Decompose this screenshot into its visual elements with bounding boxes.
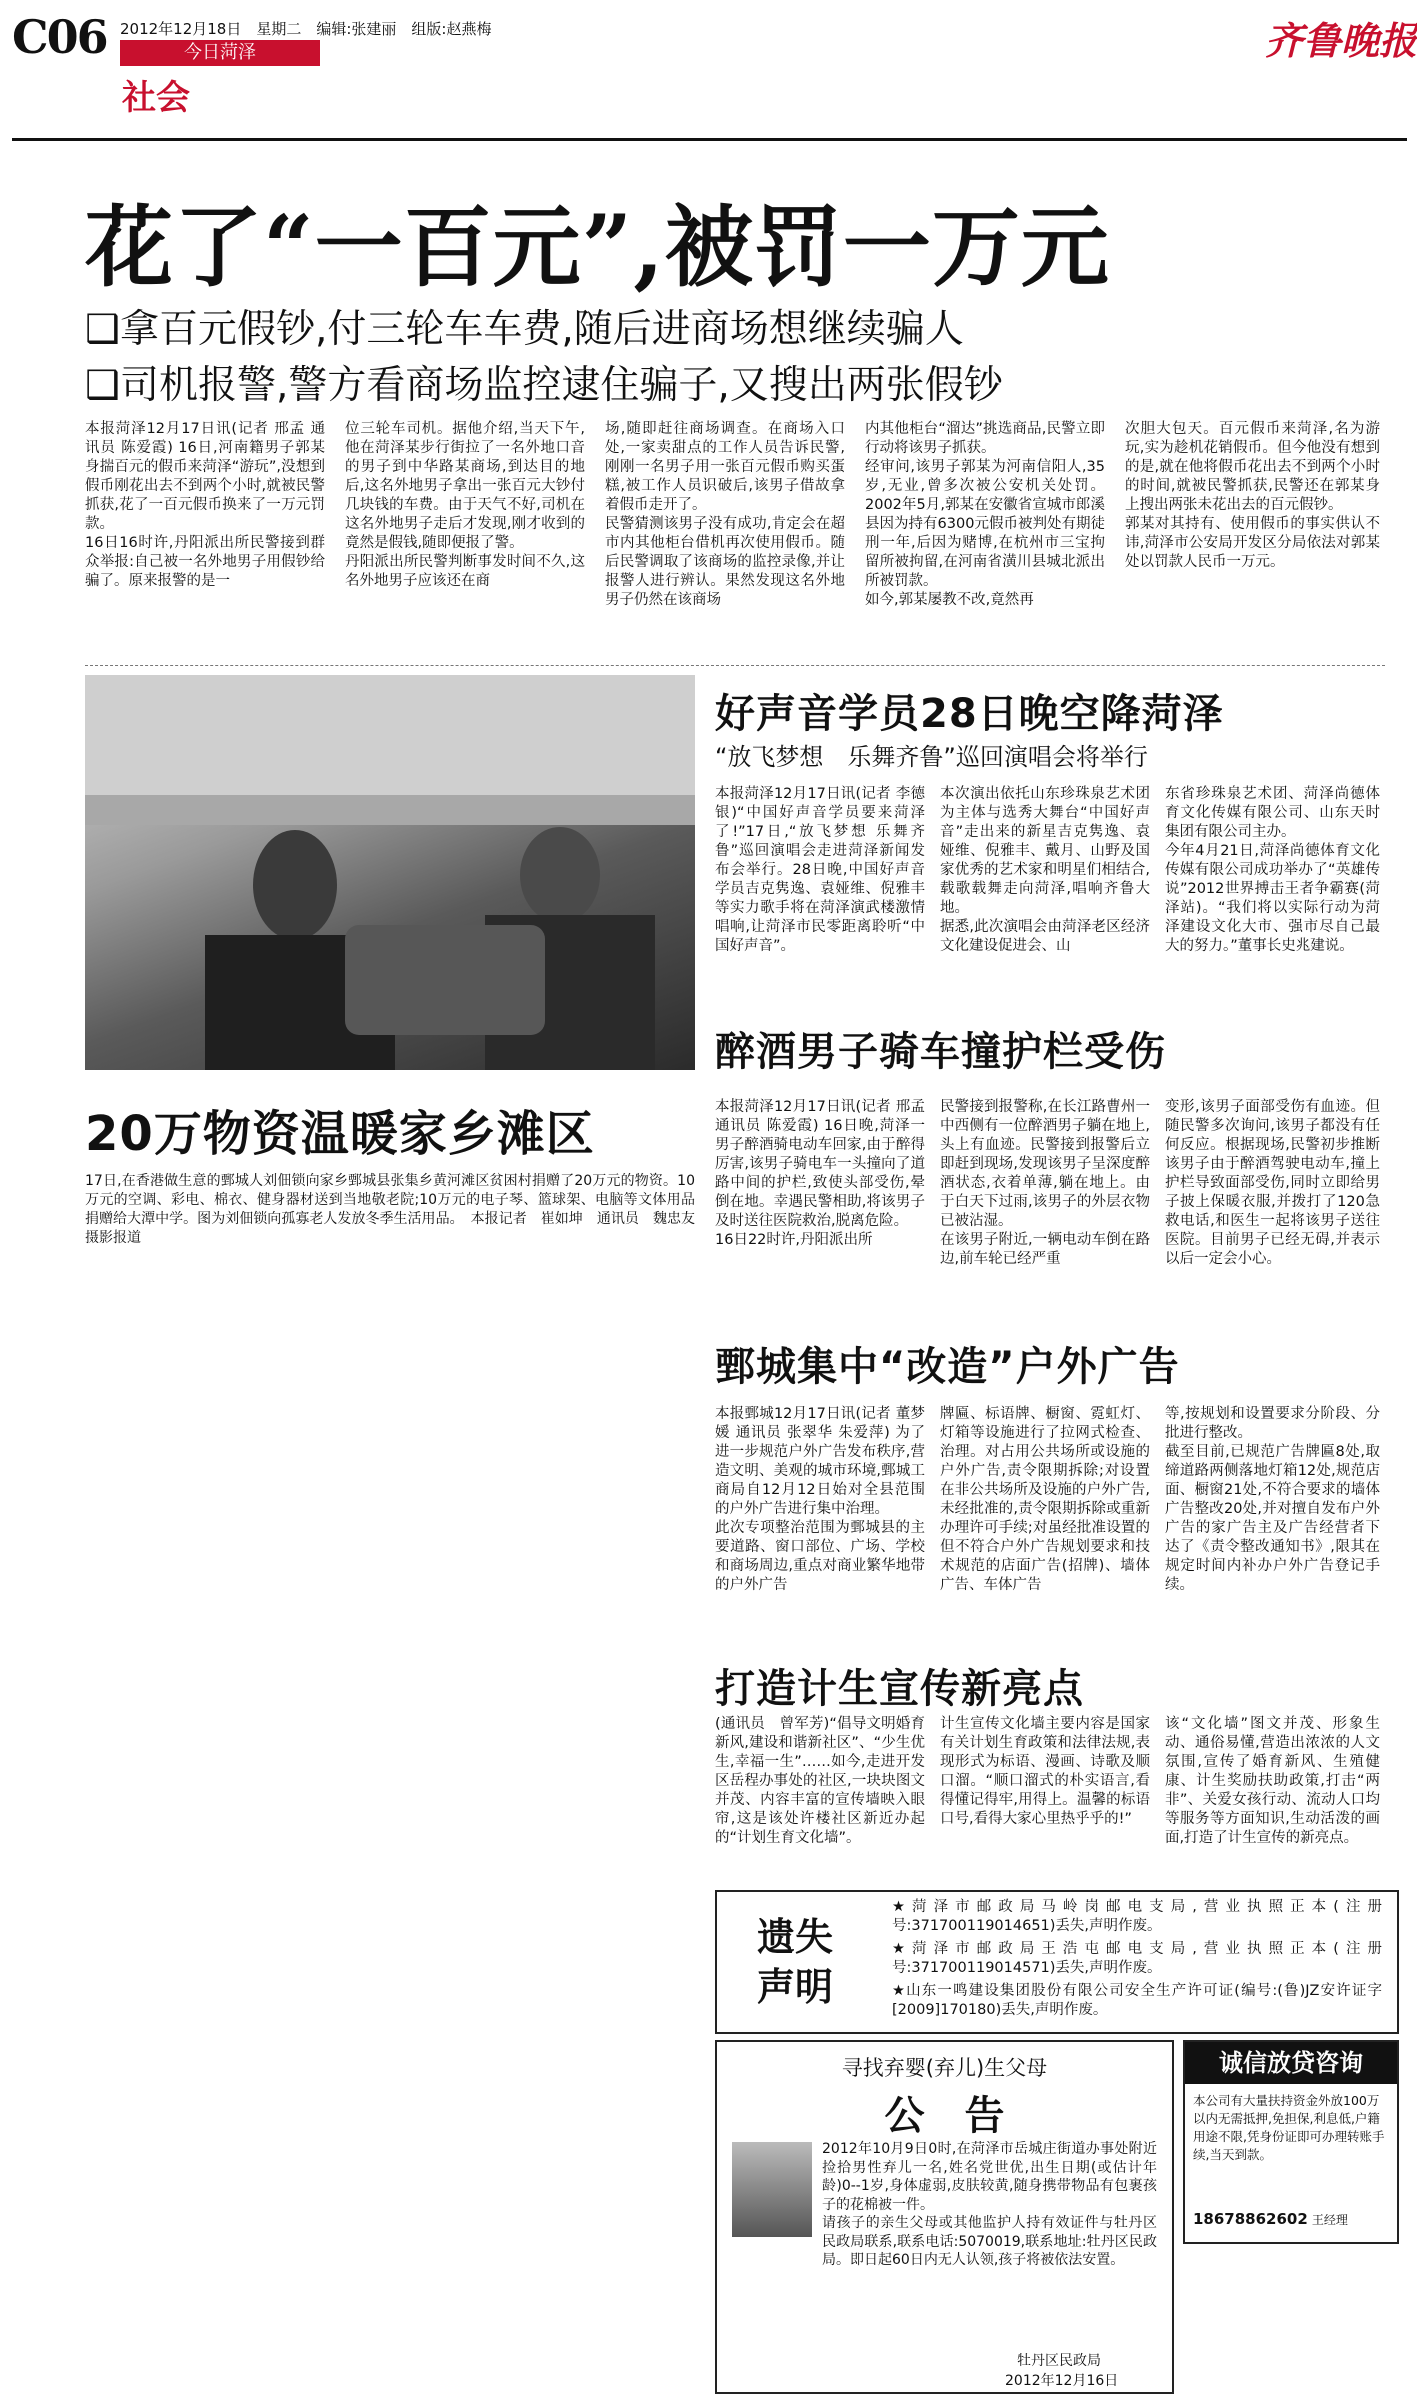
story5-column-2: 计生宣传文化墙主要内容是国家有关计划生育政策和法律法规,表现形式为标语、漫画、诗歌及顺口溜。“顺口溜式的朴实语言,看得懂记得牢,用得上。温馨的标语口号,看得大家心里热乎乎的!” bbox=[940, 1716, 1150, 1827]
lead-subhead-1: ❑拿百元假钞,付三轮车车费,随后进商场想继续骗人 bbox=[85, 307, 964, 352]
date-line: 2012年12月18日 星期二 编辑:张建丽 组版:赵燕梅 bbox=[120, 20, 492, 38]
lead-column-5: 次胆大包天。百元假币来菏泽,名为游玩,实为趁机花销假币。但今他没有想到的是,就在他将假币花出去不到两个小时的时间,就被民警抓获,民警还在郭某身上搜出两张未花出去的百元假钞。 郭某对其持有、使用假币的事实供认不讳,菏泽市公安局开发区分局依法对郭某处以罚款人民币一万元。 bbox=[1125, 421, 1380, 570]
story4-headline: 鄄城集中“改造”户外广告 bbox=[715, 1344, 1180, 1390]
story3-column-1: 本报菏泽12月17日讯(记者 邢孟 通讯员 陈爱霞) 16日晚,菏泽一男子醉酒骑电动车回家,由于醉得厉害,该男子骑电车一头撞向了道路中间的护栏,致使头部受伤,晕倒在地。幸遇民警相助,将该男子及时送往医院救治,脱离危险。 16日22时许,丹阳派出所 bbox=[715, 1099, 925, 1248]
parent-notice-box bbox=[715, 2040, 1174, 2394]
loan-ad-box bbox=[1183, 2040, 1399, 2244]
page-number: C06 bbox=[12, 10, 107, 64]
story5-headline: 打造计生宣传新亮点 bbox=[715, 1666, 1084, 1712]
newspaper-logo: 齐鲁晚报 bbox=[1265, 18, 1417, 63]
parent-notice-issuer: 牡丹区民政局 bbox=[1017, 2353, 1101, 2369]
lead-column-3: 场,随即赶往商场调查。在商场入口处,一家卖甜点的工作人员告诉民警,刚刚一名男子用一张百元假币购买蛋糕,被工作人员识破后,该男子借故拿着假币走开了。 民警猜测该男子没有成功,肯定会在超市内其他柜台借机再次使用假币。随后民警调取了该商场的监控录像,并让报警人进行辨认。果然发现这名外地男子仍然在该商场 bbox=[605, 421, 845, 608]
photo-illustration bbox=[85, 675, 695, 1070]
section-tag-text: 今日菏泽 bbox=[184, 42, 256, 63]
story3-column-3: 变形,该男子面部受伤有血迹。但随民警多次询问,该男子都没有任何反应。根据现场,民警初步推断该男子由于醉酒驾驶电动车,撞上护栏导致面部受伤,同时立即给男子披上保暖衣服,并拨打了120急救电话,和医生一起将该男子送往医院。目前男子已经无碍,并表示以后一定会小心。 bbox=[1165, 1099, 1380, 1267]
lead-headline: 花了“一百元”,被罚一万元 bbox=[85, 195, 1110, 299]
lost-notice-item-3: ★山东一鸣建设集团股份有限公司安全生产许可证(编号:(鲁)JZ安许证字[2009]170180)丢失,声明作废。 bbox=[892, 1983, 1382, 2018]
loan-ad-title: 诚信放贷咨询 bbox=[1185, 2042, 1397, 2084]
section-tag bbox=[120, 40, 320, 66]
baby-photo bbox=[732, 2142, 812, 2237]
parent-notice-date: 2012年12月16日 bbox=[1005, 2373, 1119, 2389]
lost-notice-box bbox=[715, 1890, 1399, 2034]
story2-subheadline: “放飞梦想 乐舞齐鲁”巡回演唱会将举行 bbox=[715, 743, 1148, 771]
story2-headline: 好声音学员28日晚空降菏泽 bbox=[715, 691, 1224, 737]
story5-column-3: 该“文化墙”图文并茂、形象生动、通俗易懂,营造出浓浓的人文氛围,宣传了婚育新风、生殖健康、计生奖励扶助政策,打击“两非”、关爱女孩行动、流动人口均等服务等方面知识,生动活泼的画面,打造了计生宣传的新亮点。 bbox=[1165, 1716, 1380, 1846]
story2-column-3: 东省珍珠泉艺术团、菏泽尚德体育文化传媒有限公司、山东天时集团有限公司主办。 今年4月21日,菏泽尚德体育文化传媒有限公司成功举办了“英雄传说”2012世界搏击王者争霸赛(菏泽站)。“我们将以实际行动为菏泽建设文化大市、强市尽自己最大的努力。”董事长史兆建说。 bbox=[1165, 786, 1380, 954]
story5-column-1: (通讯员 曾军芳)“倡导文明婚育新风,建设和谐新社区”、“少生优生,幸福一生”……如今,走进开发区岳程办事处的社区,一块块图文并茂、内容丰富的宣传墙映入眼帘,这是该处许楼社区新近办起的“计划生育文化墙”。 bbox=[715, 1716, 925, 1846]
story4-column-1: 本报鄄城12月17日讯(记者 董梦媛 通讯员 张翠华 朱爱萍) 为了进一步规范户外广告发布秩序,营造文明、美观的城市环境,鄄城工商局自12月12日始对全县范围的户外广告进行集中治理。 此次专项整治范围为鄄城县的主要道路、窗口部位、广场、学校和商场周边,重点对商业繁华地带的户外广告 bbox=[715, 1406, 925, 1593]
lead-subhead-2: ❑司机报警,警方看商场监控逮住骗子,又搜出两张假钞 bbox=[85, 363, 1003, 408]
photo-story-headline: 20万物资温暖家乡滩区 bbox=[85, 1106, 595, 1162]
lead-divider bbox=[85, 665, 1385, 666]
parent-notice-title: 公 告 bbox=[884, 2092, 1005, 2139]
lead-column-2: 位三轮车司机。据他介绍,当天下午,他在菏泽某步行街拉了一名外地口音的男子到中华路某商场,到达目的地后,这名外地男子拿出一张百元大钞付几块钱的车费。由于天气不好,司机在这名外地男子走后才发现,刚才收到的竟然是假钱,随即便报了警。 丹阳派出所民警判断事发时间不久,这名外地男子应该还在商 bbox=[345, 421, 585, 589]
story4-column-2: 牌匾、标语牌、橱窗、霓虹灯、灯箱等设施进行了拉网式检查、治理。对占用公共场所或设施的户外广告,责令限期拆除;对设置在非公共场所及设施的户外广告,未经批准的,责令限期拆除或重新办理许可手续;对虽经批准设置的但不符合户外广告规划要求和技术规范的店面广告(招牌)、墙体广告、车体广告 bbox=[940, 1406, 1150, 1593]
lost-notice-item-1: ★菏泽市邮政局马岭岗邮电支局,营业执照正本(注册号:371700119014651)丢失,声明作废。 bbox=[892, 1899, 1382, 1934]
section-title: 社会 bbox=[122, 78, 190, 118]
news-photo bbox=[85, 675, 695, 1070]
loan-ad-contact: 王经理 bbox=[1311, 2213, 1348, 2227]
parent-notice-heading: 寻找弃婴(弃儿)生父母 bbox=[841, 2056, 1048, 2080]
header-rule bbox=[12, 138, 1407, 141]
story2-column-2: 本次演出依托山东珍珠泉艺术团为主体与选秀大舞台“中国好声音”走出来的新星吉克隽逸、袁娅维、倪雅丰、戴月、山野及国家优秀的艺术家和明星们相结合,载歌载舞走向菏泽,唱响齐鲁大地。 据悉,此次演唱会由菏泽老区经济文化建设促进会、山 bbox=[940, 786, 1150, 954]
loan-ad-phone bbox=[1193, 2210, 1348, 2228]
lost-notice-label: 遗失声明 bbox=[757, 1915, 834, 2009]
loan-ad-body: 本公司有大量扶持资金外放100万以内无需抵押,免担保,利息低,户籍用途不限,凭身份证即可办理转账手续,当天到款。 bbox=[1193, 2093, 1385, 2162]
parent-notice-body: 2012年10月9日0时,在菏泽市岳城庄街道办事处附近捡拾男性弃儿一名,姓名党世优,出生日期(或估计年龄)0--1岁,身体虚弱,皮肤较黄,随身携带物品有包裹孩子的花棉被一件。 请孩子的亲生父母或其他监护人持有效证件与牡丹区民政局联系,联系电话:5070019,联系地址:牡丹区民政局。即日起60日内无人认领,孩子将被依法安置。 bbox=[822, 2141, 1157, 2268]
photo-caption: 17日,在香港做生意的鄄城人刘佃锁向家乡鄄城县张集乡黄河滩区贫困村捐赠了20万元的物资。10万元的空调、彩电、棉衣、健身器材送到当地敬老院;10万元的电子琴、篮球架、电脑等文体用品捐赠给大潭中学。图为刘佃锁向孤寡老人发放冬季生活用品。 本报记者 崔如坤 通讯员 魏忠友 摄影报道 bbox=[85, 1173, 709, 1246]
story3-column-2: 民警接到报警称,在长江路曹州一中西侧有一位醉酒男子躺在地上,头上有血迹。民警接到报警后立即赶到现场,发现该男子呈深度醉酒状态,衣着单薄,躺在地上。由于白天下过雨,该男子的外层衣物已被沾湿。 在该男子附近,一辆电动车倒在路边,前车轮已经严重 bbox=[940, 1099, 1150, 1267]
story4-column-3: 等,按规划和设置要求分阶段、分批进行整改。 截至目前,已规范广告牌匾8处,取缔道路两侧落地灯箱12处,规范店面、橱窗21处,不符合要求的墙体广告整改20处,并对擅自发布户外广告的家广告主及广告经营者下达了《责令整改通知书》,限其在规定时间内补办户外广告登记手续。 bbox=[1165, 1406, 1380, 1593]
story3-headline: 醉酒男子骑车撞护栏受伤 bbox=[715, 1029, 1166, 1075]
lead-column-1: 本报菏泽12月17日讯(记者 邢孟 通讯员 陈爱霞) 16日,河南籍男子郭某身揣百元的假币来菏泽“游玩”,没想到假币刚花出去不到两个小时,就被民警抓获,花了一百元假币换来了一万元罚款。 16日16时许,丹阳派出所民警接到群众举报:自己被一名外地男子用假钞给骗了。原来报警的是一 bbox=[85, 421, 325, 589]
story2-column-1: 本报菏泽12月17日讯(记者 李德银)“中国好声音学员要来菏泽了!”17日,“放飞梦想 乐舞齐鲁”巡回演唱会走进菏泽新闻发布会举行。28日晚,中国好声音学员吉克隽逸、袁娅维、倪雅丰等实力歌手将在菏泽演武楼激情唱响,让菏泽市民零距离聆听“中国好声音”。 bbox=[715, 786, 925, 954]
lost-notice-item-2: ★菏泽市邮政局王浩屯邮电支局,营业执照正本(注册号:371700119014571)丢失,声明作废。 bbox=[892, 1941, 1382, 1976]
loan-ad-phone-number: 18678862602 bbox=[1193, 2210, 1308, 2228]
lead-column-4: 内其他柜台“溜达”挑选商品,民警立即行动将该男子抓获。 经审问,该男子郭某为河南信阳人,35岁,无业,曾多次被公安机关处罚。2002年5月,郭某在安徽省宣城市郎溪县因为持有6300元假币被判处有期徒刑一年,后因为赌博,在杭州市三宝拘留所被拘留,在河南省潢川县城北派出所被罚款。 如今,郭某屡教不改,竟然再 bbox=[865, 421, 1105, 608]
